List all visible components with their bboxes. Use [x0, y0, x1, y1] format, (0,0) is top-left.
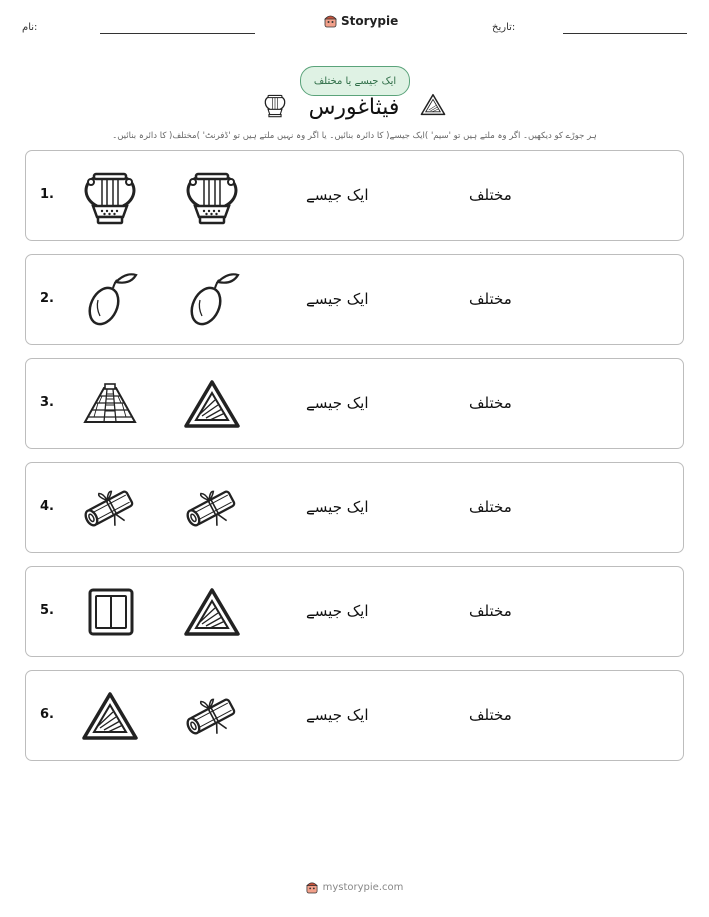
option-different[interactable]: مختلف — [469, 290, 512, 308]
question-card — [25, 150, 684, 241]
option-same[interactable]: ایک جیسے — [306, 186, 369, 204]
option-different[interactable]: مختلف — [469, 186, 512, 204]
lyre-icon — [80, 166, 140, 226]
option-different[interactable]: مختلف — [469, 706, 512, 724]
option-same[interactable]: ایک جیسے — [306, 706, 369, 724]
question-number: 3. — [40, 395, 54, 410]
topic-badge: ایک جیسے یا مختلف — [300, 66, 410, 96]
date-line[interactable] — [563, 33, 687, 34]
triangle-sign-icon — [80, 686, 140, 746]
title-row — [262, 90, 446, 124]
olive-icon — [182, 270, 242, 330]
date-label: تاریخ: — [492, 22, 516, 33]
option-same[interactable]: ایک جیسے — [306, 498, 369, 516]
storypie-mascot-icon — [324, 13, 337, 28]
lyre-icon — [262, 91, 288, 123]
page-title: فیثاغورس — [308, 94, 400, 120]
pyramid-icon — [80, 374, 140, 434]
name-label: نام: — [22, 22, 38, 33]
instructions: ہر جوڑے کو دیکھیں۔ اگر وہ ملتے ہیں تو 'سیم' )ایک جیسے( کا دائرہ بنائیں۔ یا اگر وہ نہیں ملتے ہیں تو 'ڈفرنٹ' )مختلف( کا دائرہ بنائیں۔ — [112, 131, 597, 141]
question-number: 6. — [40, 707, 54, 722]
option-same[interactable]: ایک جیسے — [306, 394, 369, 412]
triangle-sign-icon — [182, 374, 242, 434]
question-number: 5. — [40, 603, 54, 618]
question-card — [25, 670, 684, 761]
option-same[interactable]: ایک جیسے — [306, 602, 369, 620]
option-different[interactable]: مختلف — [469, 498, 512, 516]
scroll-icon — [182, 478, 242, 538]
footer — [0, 880, 709, 894]
question-number: 2. — [40, 291, 54, 306]
question-card — [25, 358, 684, 449]
lyre-icon — [182, 166, 242, 226]
name-line[interactable] — [100, 33, 255, 34]
question-card — [25, 566, 684, 657]
triangle-sign-icon — [182, 582, 242, 642]
scroll-icon — [80, 478, 140, 538]
question-number: 1. — [40, 187, 54, 202]
footer-site: mystorypie.com — [322, 881, 404, 893]
brand-logo — [324, 13, 398, 28]
option-different[interactable]: مختلف — [469, 394, 512, 412]
question-card — [25, 254, 684, 345]
olive-icon — [80, 270, 140, 330]
scroll-icon — [182, 686, 242, 746]
option-different[interactable]: مختلف — [469, 602, 512, 620]
brand-name: Storypie — [341, 13, 399, 28]
question-card — [25, 462, 684, 553]
question-number: 4. — [40, 499, 54, 514]
option-same[interactable]: ایک جیسے — [306, 290, 369, 308]
storypie-mascot-icon — [306, 880, 318, 894]
triangle-sign-icon — [420, 93, 446, 121]
square-panel-icon — [80, 582, 140, 642]
